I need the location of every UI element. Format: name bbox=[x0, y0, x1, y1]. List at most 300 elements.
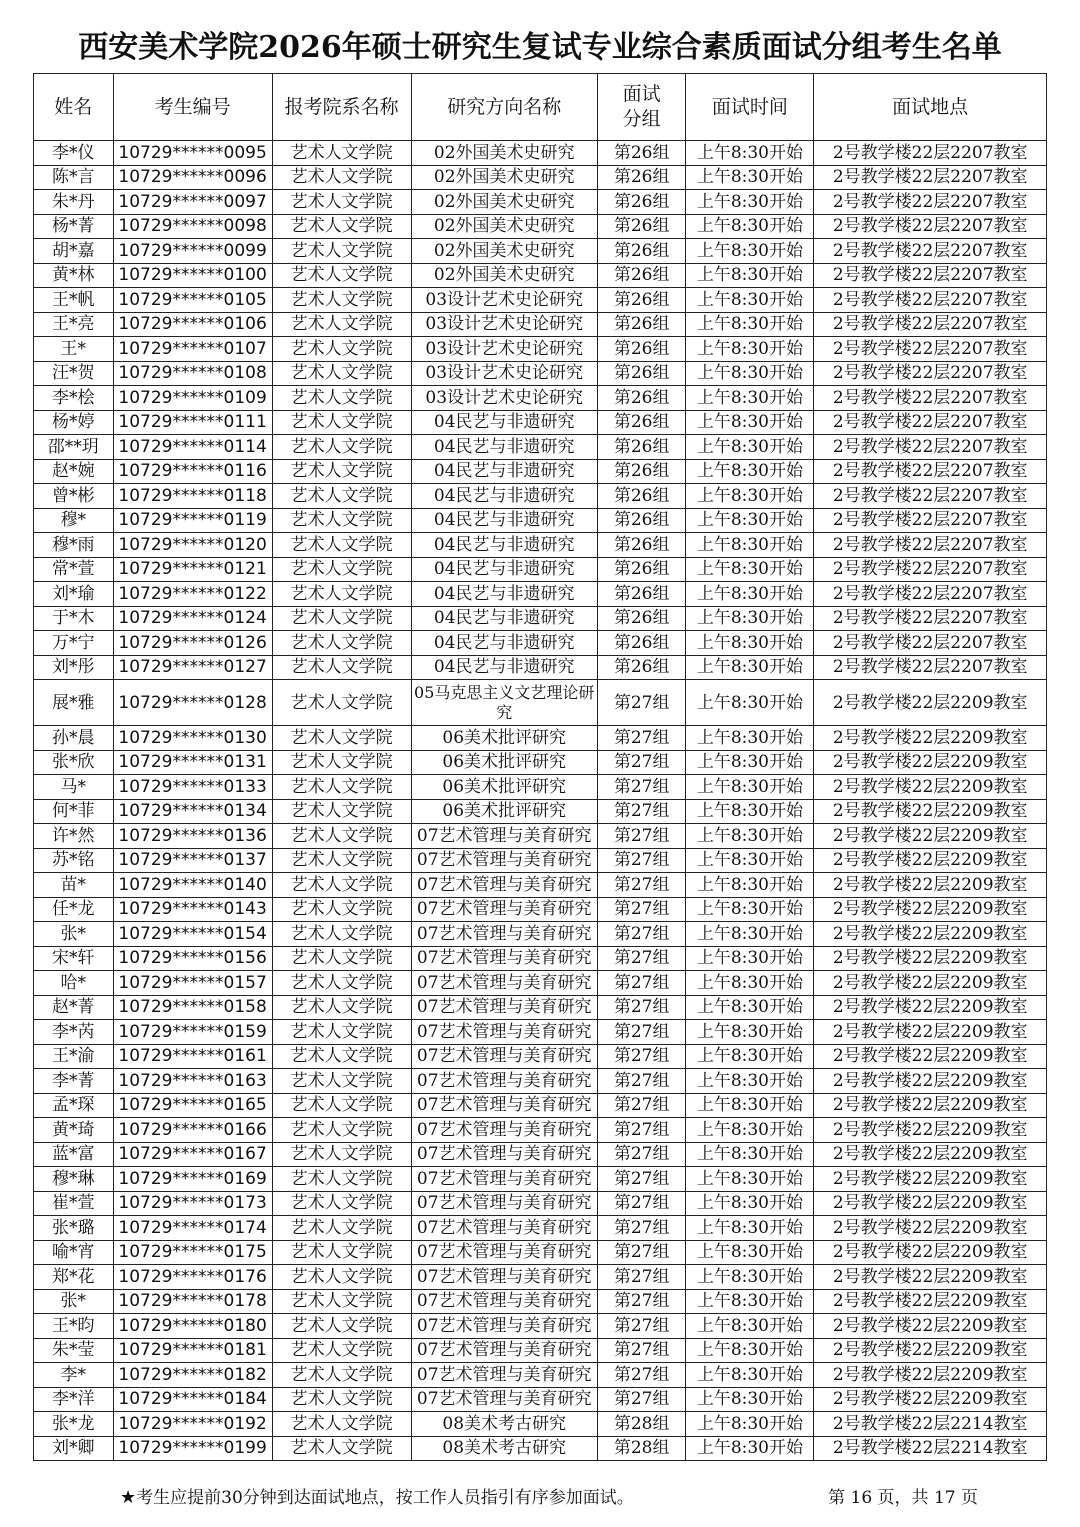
cell-department: 艺术人文学院 bbox=[272, 1069, 411, 1094]
cell-interview-group: 第27组 bbox=[597, 1314, 686, 1339]
cell-interview-group: 第26组 bbox=[597, 214, 686, 239]
cell-interview-group: 第26组 bbox=[597, 239, 686, 264]
cell-candidate-id: 10729******0180 bbox=[113, 1314, 272, 1339]
cell-interview-time: 上午8:30开始 bbox=[686, 946, 814, 971]
cell-candidate-id: 10729******0181 bbox=[113, 1338, 272, 1363]
footer-note bbox=[120, 1483, 634, 1508]
cell-interview-group: 第27组 bbox=[597, 1191, 686, 1216]
table-row bbox=[34, 1436, 1047, 1461]
table-row bbox=[34, 1167, 1047, 1192]
table-row bbox=[34, 1093, 1047, 1118]
cell-interview-location: 2号教学楼22层2214教室 bbox=[814, 1436, 1047, 1461]
cell-name: 赵*婉 bbox=[34, 459, 114, 484]
table-row bbox=[34, 386, 1047, 411]
cell-research-direction: 07艺术管理与美育研究 bbox=[411, 1363, 597, 1388]
cell-interview-time: 上午8:30开始 bbox=[686, 582, 814, 607]
header-interview-location: 面试地点 bbox=[814, 74, 1047, 141]
cell-interview-time: 上午8:30开始 bbox=[686, 799, 814, 824]
cell-interview-time: 上午8:30开始 bbox=[686, 1289, 814, 1314]
cell-candidate-id: 10729******0127 bbox=[113, 655, 272, 680]
cell-name: 喻*宵 bbox=[34, 1240, 114, 1265]
cell-candidate-id: 10729******0108 bbox=[113, 361, 272, 386]
cell-candidate-id: 10729******0100 bbox=[113, 263, 272, 288]
cell-interview-location: 2号教学楼22层2209教室 bbox=[814, 1118, 1047, 1143]
header-research-direction: 研究方向名称 bbox=[411, 74, 597, 141]
cell-candidate-id: 10729******0124 bbox=[113, 606, 272, 631]
cell-name: 展*雅 bbox=[34, 680, 114, 726]
table-body bbox=[34, 141, 1047, 1461]
cell-department: 艺术人文学院 bbox=[272, 995, 411, 1020]
cell-interview-group: 第27组 bbox=[597, 1093, 686, 1118]
cell-candidate-id: 10729******0137 bbox=[113, 848, 272, 873]
cell-candidate-id: 10729******0133 bbox=[113, 775, 272, 800]
table-row bbox=[34, 680, 1047, 726]
cell-candidate-id: 10729******0126 bbox=[113, 631, 272, 656]
cell-research-direction: 07艺术管理与美育研究 bbox=[411, 897, 597, 922]
cell-research-direction: 04民艺与非遗研究 bbox=[411, 631, 597, 656]
cell-interview-group: 第28组 bbox=[597, 1436, 686, 1461]
cell-interview-group: 第27组 bbox=[597, 848, 686, 873]
cell-interview-time: 上午8:30开始 bbox=[686, 848, 814, 873]
cell-name: 李*桧 bbox=[34, 386, 114, 411]
cell-interview-group: 第26组 bbox=[597, 386, 686, 411]
cell-candidate-id: 10729******0116 bbox=[113, 459, 272, 484]
cell-research-direction: 03设计艺术史论研究 bbox=[411, 337, 597, 362]
table-row bbox=[34, 824, 1047, 849]
cell-name: 苏*铭 bbox=[34, 848, 114, 873]
cell-department: 艺术人文学院 bbox=[272, 141, 411, 166]
cell-interview-location: 2号教学楼22层2207教室 bbox=[814, 508, 1047, 533]
cell-candidate-id: 10729******0192 bbox=[113, 1412, 272, 1437]
cell-research-direction: 02外国美术史研究 bbox=[411, 263, 597, 288]
cell-interview-time: 上午8:30开始 bbox=[686, 873, 814, 898]
cell-candidate-id: 10729******0120 bbox=[113, 533, 272, 558]
cell-name: 王*亮 bbox=[34, 312, 114, 337]
cell-interview-time: 上午8:30开始 bbox=[686, 606, 814, 631]
cell-department: 艺术人文学院 bbox=[272, 1265, 411, 1290]
cell-interview-location: 2号教学楼22层2209教室 bbox=[814, 1338, 1047, 1363]
cell-interview-group: 第26组 bbox=[597, 557, 686, 582]
cell-interview-group: 第27组 bbox=[597, 1167, 686, 1192]
cell-interview-location: 2号教学楼22层2214教室 bbox=[814, 1412, 1047, 1437]
cell-candidate-id: 10729******0128 bbox=[113, 680, 272, 726]
cell-name: 孙*晨 bbox=[34, 726, 114, 751]
cell-name: 李*菁 bbox=[34, 1069, 114, 1094]
cell-department: 艺术人文学院 bbox=[272, 1240, 411, 1265]
cell-department: 艺术人文学院 bbox=[272, 606, 411, 631]
cell-research-direction: 07艺术管理与美育研究 bbox=[411, 1191, 597, 1216]
cell-candidate-id: 10729******0099 bbox=[113, 239, 272, 264]
cell-research-direction: 04民艺与非遗研究 bbox=[411, 459, 597, 484]
cell-research-direction: 07艺术管理与美育研究 bbox=[411, 1216, 597, 1241]
cell-department: 艺术人文学院 bbox=[272, 922, 411, 947]
cell-interview-group: 第27组 bbox=[597, 873, 686, 898]
cell-department: 艺术人文学院 bbox=[272, 533, 411, 558]
table-row bbox=[34, 655, 1047, 680]
cell-department: 艺术人文学院 bbox=[272, 1314, 411, 1339]
cell-interview-time: 上午8:30开始 bbox=[686, 1167, 814, 1192]
cell-interview-location: 2号教学楼22层2209教室 bbox=[814, 680, 1047, 726]
cell-candidate-id: 10729******0167 bbox=[113, 1142, 272, 1167]
cell-interview-location: 2号教学楼22层2207教室 bbox=[814, 655, 1047, 680]
cell-interview-location: 2号教学楼22层2207教室 bbox=[814, 631, 1047, 656]
cell-department: 艺术人文学院 bbox=[272, 680, 411, 726]
cell-name: 崔*萱 bbox=[34, 1191, 114, 1216]
cell-interview-group: 第26组 bbox=[597, 435, 686, 460]
cell-research-direction: 07艺术管理与美育研究 bbox=[411, 1118, 597, 1143]
cell-interview-time: 上午8:30开始 bbox=[686, 1069, 814, 1094]
cell-research-direction: 07艺术管理与美育研究 bbox=[411, 873, 597, 898]
cell-interview-time: 上午8:30开始 bbox=[686, 1093, 814, 1118]
cell-candidate-id: 10729******0105 bbox=[113, 288, 272, 313]
cell-name: 王*渝 bbox=[34, 1044, 114, 1069]
cell-interview-location: 2号教学楼22层2207教室 bbox=[814, 582, 1047, 607]
cell-department: 艺术人文学院 bbox=[272, 775, 411, 800]
cell-interview-time: 上午8:30开始 bbox=[686, 726, 814, 751]
cell-interview-group: 第27组 bbox=[597, 897, 686, 922]
cell-department: 艺术人文学院 bbox=[272, 312, 411, 337]
cell-candidate-id: 10729******0096 bbox=[113, 165, 272, 190]
cell-candidate-id: 10729******0098 bbox=[113, 214, 272, 239]
cell-department: 艺术人文学院 bbox=[272, 1289, 411, 1314]
cell-department: 艺术人文学院 bbox=[272, 1142, 411, 1167]
table-row bbox=[34, 337, 1047, 362]
header-candidate-id: 考生编号 bbox=[113, 74, 272, 141]
cell-research-direction: 07艺术管理与美育研究 bbox=[411, 1265, 597, 1290]
cell-interview-location: 2号教学楼22层2209教室 bbox=[814, 1314, 1047, 1339]
table-row bbox=[34, 165, 1047, 190]
cell-name: 张* bbox=[34, 922, 114, 947]
cell-research-direction: 04民艺与非遗研究 bbox=[411, 410, 597, 435]
cell-research-direction: 07艺术管理与美育研究 bbox=[411, 1093, 597, 1118]
cell-interview-group: 第27组 bbox=[597, 775, 686, 800]
cell-interview-time: 上午8:30开始 bbox=[686, 386, 814, 411]
cell-interview-location: 2号教学楼22层2209教室 bbox=[814, 848, 1047, 873]
cell-interview-time: 上午8:30开始 bbox=[686, 1118, 814, 1143]
cell-interview-time: 上午8:30开始 bbox=[686, 1387, 814, 1412]
table-row bbox=[34, 606, 1047, 631]
cell-interview-time: 上午8:30开始 bbox=[686, 459, 814, 484]
cell-name: 张*龙 bbox=[34, 1412, 114, 1437]
cell-interview-group: 第27组 bbox=[597, 799, 686, 824]
cell-interview-time: 上午8:30开始 bbox=[686, 631, 814, 656]
cell-interview-group: 第26组 bbox=[597, 141, 686, 166]
cell-department: 艺术人文学院 bbox=[272, 897, 411, 922]
cell-interview-group: 第27组 bbox=[597, 1338, 686, 1363]
cell-department: 艺术人文学院 bbox=[272, 386, 411, 411]
cell-interview-time: 上午8:30开始 bbox=[686, 995, 814, 1020]
cell-interview-group: 第27组 bbox=[597, 1216, 686, 1241]
cell-research-direction: 02外国美术史研究 bbox=[411, 239, 597, 264]
cell-interview-time: 上午8:30开始 bbox=[686, 508, 814, 533]
cell-interview-location: 2号教学楼22层2209教室 bbox=[814, 1240, 1047, 1265]
cell-interview-location: 2号教学楼22层2209教室 bbox=[814, 726, 1047, 751]
cell-interview-location: 2号教学楼22层2209教室 bbox=[814, 1044, 1047, 1069]
cell-department: 艺术人文学院 bbox=[272, 1118, 411, 1143]
cell-interview-time: 上午8:30开始 bbox=[686, 1020, 814, 1045]
cell-candidate-id: 10729******0119 bbox=[113, 508, 272, 533]
cell-research-direction: 03设计艺术史论研究 bbox=[411, 288, 597, 313]
cell-department: 艺术人文学院 bbox=[272, 946, 411, 971]
cell-department: 艺术人文学院 bbox=[272, 750, 411, 775]
table-row bbox=[34, 873, 1047, 898]
cell-name: 黄*琦 bbox=[34, 1118, 114, 1143]
cell-name: 何*菲 bbox=[34, 799, 114, 824]
cell-interview-location: 2号教学楼22层2209教室 bbox=[814, 1289, 1047, 1314]
cell-research-direction: 02外国美术史研究 bbox=[411, 214, 597, 239]
cell-interview-group: 第26组 bbox=[597, 337, 686, 362]
cell-interview-group: 第26组 bbox=[597, 533, 686, 558]
cell-interview-time: 上午8:30开始 bbox=[686, 1216, 814, 1241]
cell-candidate-id: 10729******0158 bbox=[113, 995, 272, 1020]
cell-research-direction: 07艺术管理与美育研究 bbox=[411, 1289, 597, 1314]
cell-name: 孟*琛 bbox=[34, 1093, 114, 1118]
cell-research-direction: 07艺术管理与美育研究 bbox=[411, 946, 597, 971]
cell-interview-time: 上午8:30开始 bbox=[686, 288, 814, 313]
cell-interview-group: 第27组 bbox=[597, 946, 686, 971]
table-row bbox=[34, 1118, 1047, 1143]
cell-interview-location: 2号教学楼22层2207教室 bbox=[814, 165, 1047, 190]
table-row bbox=[34, 239, 1047, 264]
cell-interview-group: 第26组 bbox=[597, 606, 686, 631]
cell-department: 艺术人文学院 bbox=[272, 848, 411, 873]
cell-department: 艺术人文学院 bbox=[272, 971, 411, 996]
table-row bbox=[34, 971, 1047, 996]
cell-interview-group: 第27组 bbox=[597, 680, 686, 726]
cell-interview-time: 上午8:30开始 bbox=[686, 1142, 814, 1167]
cell-department: 艺术人文学院 bbox=[272, 655, 411, 680]
table-row bbox=[34, 1412, 1047, 1437]
cell-candidate-id: 10729******0130 bbox=[113, 726, 272, 751]
cell-department: 艺术人文学院 bbox=[272, 1191, 411, 1216]
cell-research-direction: 06美术批评研究 bbox=[411, 750, 597, 775]
cell-research-direction: 08美术考古研究 bbox=[411, 1412, 597, 1437]
cell-research-direction: 07艺术管理与美育研究 bbox=[411, 1240, 597, 1265]
cell-interview-group: 第27组 bbox=[597, 971, 686, 996]
cell-interview-time: 上午8:30开始 bbox=[686, 1044, 814, 1069]
cell-name: 朱*莹 bbox=[34, 1338, 114, 1363]
table-row bbox=[34, 1289, 1047, 1314]
cell-department: 艺术人文学院 bbox=[272, 214, 411, 239]
cell-candidate-id: 10729******0109 bbox=[113, 386, 272, 411]
cell-candidate-id: 10729******0134 bbox=[113, 799, 272, 824]
cell-name: 胡*嘉 bbox=[34, 239, 114, 264]
table-row bbox=[34, 1191, 1047, 1216]
header-department: 报考院系名称 bbox=[272, 74, 411, 141]
table-row bbox=[34, 1020, 1047, 1045]
table-row bbox=[34, 214, 1047, 239]
cell-department: 艺术人文学院 bbox=[272, 726, 411, 751]
cell-department: 艺术人文学院 bbox=[272, 824, 411, 849]
cell-name: 王*昀 bbox=[34, 1314, 114, 1339]
cell-interview-location: 2号教学楼22层2209教室 bbox=[814, 1265, 1047, 1290]
cell-interview-time: 上午8:30开始 bbox=[686, 435, 814, 460]
cell-interview-time: 上午8:30开始 bbox=[686, 312, 814, 337]
cell-interview-group: 第28组 bbox=[597, 1412, 686, 1437]
cell-candidate-id: 10729******0122 bbox=[113, 582, 272, 607]
table-row bbox=[34, 1142, 1047, 1167]
cell-research-direction: 04民艺与非遗研究 bbox=[411, 484, 597, 509]
cell-name: 张* bbox=[34, 1289, 114, 1314]
candidate-table bbox=[33, 73, 1047, 1461]
cell-name: 杨*婷 bbox=[34, 410, 114, 435]
cell-research-direction: 07艺术管理与美育研究 bbox=[411, 1314, 597, 1339]
cell-interview-time: 上午8:30开始 bbox=[686, 1363, 814, 1388]
cell-interview-time: 上午8:30开始 bbox=[686, 263, 814, 288]
cell-department: 艺术人文学院 bbox=[272, 190, 411, 215]
cell-interview-location: 2号教学楼22层2207教室 bbox=[814, 190, 1047, 215]
cell-interview-time: 上午8:30开始 bbox=[686, 1436, 814, 1461]
cell-interview-location: 2号教学楼22层2207教室 bbox=[814, 410, 1047, 435]
cell-research-direction: 04民艺与非遗研究 bbox=[411, 606, 597, 631]
cell-interview-location: 2号教学楼22层2209教室 bbox=[814, 775, 1047, 800]
table-row bbox=[34, 1363, 1047, 1388]
cell-name: 任*龙 bbox=[34, 897, 114, 922]
table-row bbox=[34, 435, 1047, 460]
cell-candidate-id: 10729******0136 bbox=[113, 824, 272, 849]
cell-candidate-id: 10729******0131 bbox=[113, 750, 272, 775]
cell-interview-group: 第27组 bbox=[597, 1265, 686, 1290]
cell-candidate-id: 10729******0095 bbox=[113, 141, 272, 166]
cell-interview-group: 第27组 bbox=[597, 1069, 686, 1094]
table-row bbox=[34, 726, 1047, 751]
cell-name: 张*璐 bbox=[34, 1216, 114, 1241]
cell-name: 李*芮 bbox=[34, 1020, 114, 1045]
cell-interview-location: 2号教学楼22层2209教室 bbox=[814, 897, 1047, 922]
cell-interview-location: 2号教学楼22层2209教室 bbox=[814, 922, 1047, 947]
cell-interview-group: 第26组 bbox=[597, 484, 686, 509]
cell-interview-location: 2号教学楼22层2209教室 bbox=[814, 946, 1047, 971]
cell-interview-location: 2号教学楼22层2207教室 bbox=[814, 459, 1047, 484]
cell-interview-time: 上午8:30开始 bbox=[686, 1240, 814, 1265]
table-row bbox=[34, 1069, 1047, 1094]
page-title: 西安美术学院2026年硕士研究生复试专业综合素质面试分组考生名单 bbox=[78, 30, 1002, 65]
cell-name: 万*宁 bbox=[34, 631, 114, 656]
cell-research-direction: 07艺术管理与美育研究 bbox=[411, 1069, 597, 1094]
cell-interview-time: 上午8:30开始 bbox=[686, 971, 814, 996]
table-row bbox=[34, 922, 1047, 947]
cell-interview-time: 上午8:30开始 bbox=[686, 165, 814, 190]
cell-department: 艺术人文学院 bbox=[272, 410, 411, 435]
table-row bbox=[34, 1387, 1047, 1412]
cell-name: 苗* bbox=[34, 873, 114, 898]
cell-name: 宋*轩 bbox=[34, 946, 114, 971]
cell-department: 艺术人文学院 bbox=[272, 337, 411, 362]
cell-candidate-id: 10729******0111 bbox=[113, 410, 272, 435]
table-row bbox=[34, 1314, 1047, 1339]
cell-department: 艺术人文学院 bbox=[272, 1167, 411, 1192]
cell-interview-location: 2号教学楼22层2209教室 bbox=[814, 1216, 1047, 1241]
cell-interview-group: 第26组 bbox=[597, 263, 686, 288]
cell-candidate-id: 10729******0121 bbox=[113, 557, 272, 582]
table-row bbox=[34, 361, 1047, 386]
cell-name: 李*仪 bbox=[34, 141, 114, 166]
cell-interview-time: 上午8:30开始 bbox=[686, 1338, 814, 1363]
cell-interview-group: 第27组 bbox=[597, 1363, 686, 1388]
table-row bbox=[34, 1044, 1047, 1069]
cell-name: 李* bbox=[34, 1363, 114, 1388]
table-header-row bbox=[34, 74, 1047, 141]
cell-candidate-id: 10729******0176 bbox=[113, 1265, 272, 1290]
cell-interview-location: 2号教学楼22层2209教室 bbox=[814, 1167, 1047, 1192]
cell-candidate-id: 10729******0097 bbox=[113, 190, 272, 215]
cell-interview-group: 第27组 bbox=[597, 750, 686, 775]
cell-name: 陈*言 bbox=[34, 165, 114, 190]
cell-research-direction: 07艺术管理与美育研究 bbox=[411, 1387, 597, 1412]
cell-candidate-id: 10729******0178 bbox=[113, 1289, 272, 1314]
cell-department: 艺术人文学院 bbox=[272, 1338, 411, 1363]
header-interview-group: 面试 分组 bbox=[597, 74, 686, 141]
table-row bbox=[34, 799, 1047, 824]
cell-interview-location: 2号教学楼22层2209教室 bbox=[814, 1020, 1047, 1045]
cell-candidate-id: 10729******0143 bbox=[113, 897, 272, 922]
cell-candidate-id: 10729******0161 bbox=[113, 1044, 272, 1069]
cell-interview-group: 第27组 bbox=[597, 1142, 686, 1167]
cell-research-direction: 07艺术管理与美育研究 bbox=[411, 824, 597, 849]
cell-research-direction: 07艺术管理与美育研究 bbox=[411, 922, 597, 947]
cell-interview-time: 上午8:30开始 bbox=[686, 1314, 814, 1339]
cell-department: 艺术人文学院 bbox=[272, 484, 411, 509]
cell-interview-group: 第26组 bbox=[597, 459, 686, 484]
cell-interview-group: 第27组 bbox=[597, 1044, 686, 1069]
cell-candidate-id: 10729******0157 bbox=[113, 971, 272, 996]
page-number: 第 16 页，共 17 页 bbox=[828, 1488, 978, 1508]
cell-interview-location: 2号教学楼22层2209教室 bbox=[814, 971, 1047, 996]
cell-interview-group: 第26组 bbox=[597, 165, 686, 190]
table-row bbox=[34, 1216, 1047, 1241]
cell-department: 艺术人文学院 bbox=[272, 631, 411, 656]
cell-department: 艺术人文学院 bbox=[272, 361, 411, 386]
cell-interview-location: 2号教学楼22层2209教室 bbox=[814, 1093, 1047, 1118]
cell-interview-group: 第27组 bbox=[597, 1020, 686, 1045]
footer-note-text: 考生应提前30分钟到达面试地点，按工作人员指引有序参加面试。 bbox=[136, 1488, 634, 1508]
cell-interview-group: 第26组 bbox=[597, 410, 686, 435]
table-row bbox=[34, 484, 1047, 509]
cell-name: 黄*林 bbox=[34, 263, 114, 288]
cell-research-direction: 04民艺与非遗研究 bbox=[411, 435, 597, 460]
cell-candidate-id: 10729******0199 bbox=[113, 1436, 272, 1461]
cell-interview-time: 上午8:30开始 bbox=[686, 1265, 814, 1290]
cell-interview-time: 上午8:30开始 bbox=[686, 897, 814, 922]
cell-interview-group: 第26组 bbox=[597, 312, 686, 337]
table-row bbox=[34, 631, 1047, 656]
cell-interview-group: 第27组 bbox=[597, 1387, 686, 1412]
cell-candidate-id: 10729******0106 bbox=[113, 312, 272, 337]
table-row bbox=[34, 557, 1047, 582]
cell-department: 艺术人文学院 bbox=[272, 873, 411, 898]
cell-name: 哈* bbox=[34, 971, 114, 996]
cell-interview-location: 2号教学楼22层2207教室 bbox=[814, 606, 1047, 631]
cell-name: 马* bbox=[34, 775, 114, 800]
cell-name: 刘*瑜 bbox=[34, 582, 114, 607]
cell-interview-time: 上午8:30开始 bbox=[686, 484, 814, 509]
cell-name: 于*木 bbox=[34, 606, 114, 631]
cell-research-direction: 07艺术管理与美育研究 bbox=[411, 848, 597, 873]
cell-research-direction: 08美术考古研究 bbox=[411, 1436, 597, 1461]
cell-research-direction: 05马克思主义文艺理论研究 bbox=[411, 680, 597, 726]
cell-interview-location: 2号教学楼22层2207教室 bbox=[814, 312, 1047, 337]
cell-interview-time: 上午8:30开始 bbox=[686, 824, 814, 849]
cell-name: 朱*丹 bbox=[34, 190, 114, 215]
table-row bbox=[34, 533, 1047, 558]
cell-interview-group: 第26组 bbox=[597, 361, 686, 386]
cell-name: 穆* bbox=[34, 508, 114, 533]
cell-interview-time: 上午8:30开始 bbox=[686, 775, 814, 800]
cell-candidate-id: 10729******0114 bbox=[113, 435, 272, 460]
cell-research-direction: 04民艺与非遗研究 bbox=[411, 557, 597, 582]
cell-department: 艺术人文学院 bbox=[272, 1436, 411, 1461]
table-row bbox=[34, 750, 1047, 775]
